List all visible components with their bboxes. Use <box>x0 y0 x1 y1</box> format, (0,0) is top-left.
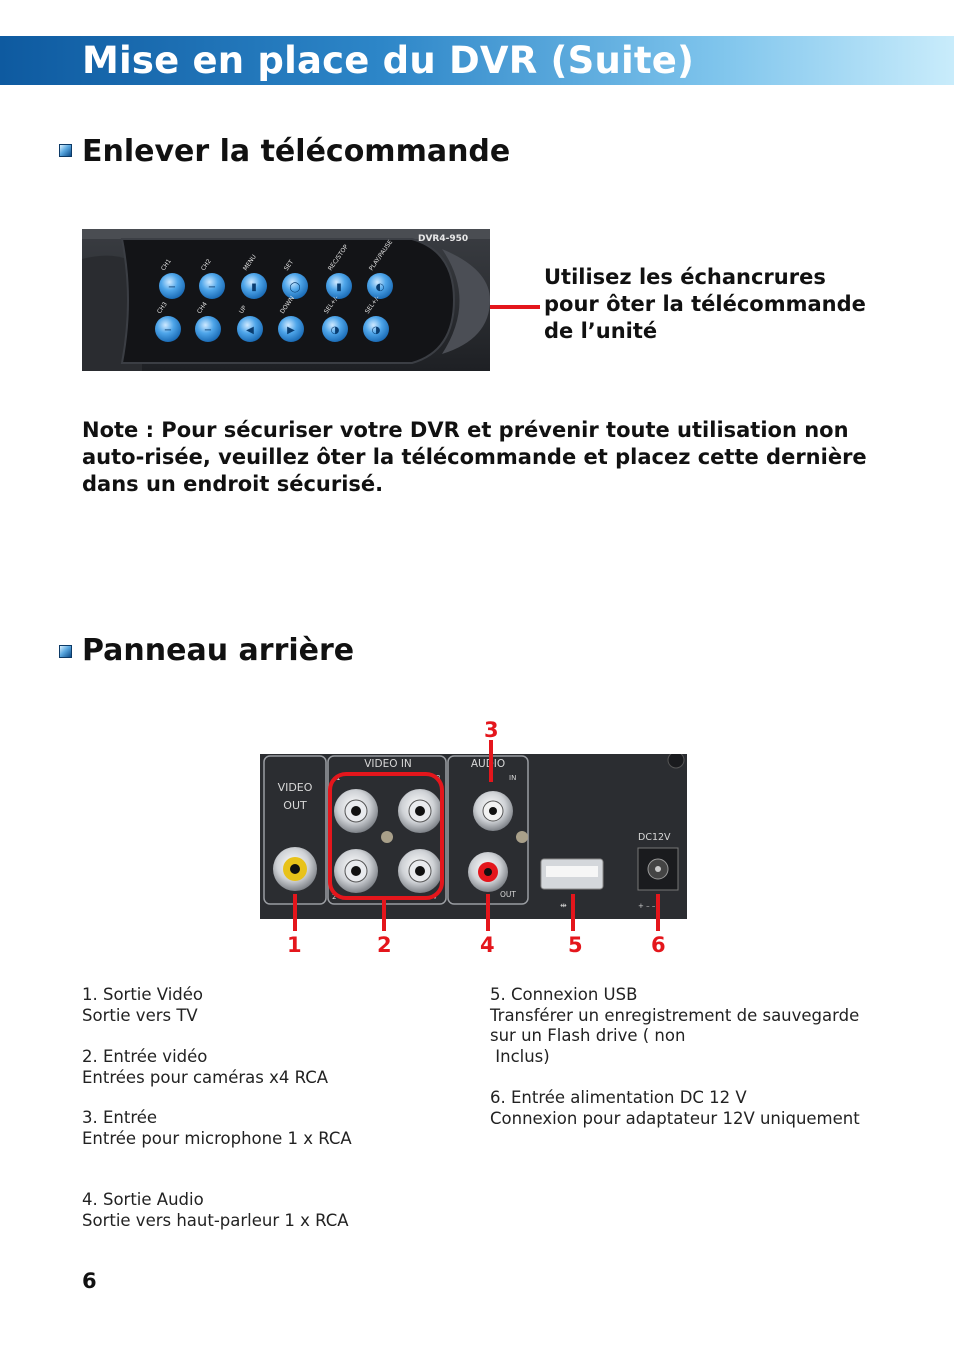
remote-button-label: PLAY/PAUSE <box>367 238 395 273</box>
remote-button-label: CH3 <box>155 300 169 316</box>
label-audio-out: OUT <box>500 890 516 899</box>
section-title-remote: Enlever la télécommande <box>82 134 511 169</box>
remote-control-photo <box>82 229 490 371</box>
marker-1: 1 <box>287 933 302 957</box>
security-note: Note : Pour sécuriser votre DVR et prévenir toute utilisation non auto-risée, veuillez ôter la télécommande et placez cette dernière dans un endroit sécurisé. <box>82 418 867 496</box>
label-ch4: 4 <box>432 893 437 901</box>
label-ch1: 1 <box>336 774 341 782</box>
marker-6-line <box>656 919 660 931</box>
list-item <box>82 1108 352 1149</box>
marker-3-line <box>489 740 493 754</box>
marker-2: 2 <box>377 933 392 957</box>
remote-model-label: DVR4-950 <box>418 234 469 244</box>
remote-button-label: MENU <box>241 253 258 273</box>
item-title: 1. Sortie Vidéo <box>82 985 204 1004</box>
remote-button-label: CH4 <box>195 300 209 316</box>
svg-text:−: − <box>167 282 177 293</box>
section-bullet-icon <box>59 645 72 658</box>
section-bullet-icon <box>59 144 72 157</box>
item-title: 5. Connexion USB <box>490 985 638 1004</box>
marker-6: 6 <box>651 933 666 957</box>
page-number: 6 <box>82 1269 97 1293</box>
remote-button-label: SEL+/- <box>322 294 341 316</box>
page-title: Mise en place du DVR (Suite) <box>82 39 695 82</box>
svg-text:◑: ◑ <box>330 325 340 336</box>
marker-5-line <box>571 919 575 931</box>
svg-text:−: − <box>163 325 173 336</box>
usb-icon: ⇹ <box>560 901 567 910</box>
marker-1-line <box>293 919 297 931</box>
item-desc: Entrée pour microphone 1 x RCA <box>82 1128 352 1148</box>
list-item <box>82 1190 349 1231</box>
svg-text:◀: ◀ <box>246 325 254 336</box>
marker-4-line <box>486 919 490 931</box>
label-audio-in: IN <box>509 774 517 782</box>
marker-3: 3 <box>484 718 499 742</box>
svg-text:◑: ◑ <box>371 325 381 336</box>
remote-button-label: SEL+/- <box>363 294 382 316</box>
svg-text:▶: ▶ <box>287 325 295 336</box>
list-item <box>82 985 203 1026</box>
item-desc-cont: Inclus) <box>490 1046 550 1066</box>
label-video: VIDEO <box>277 781 313 794</box>
item-desc: Transférer un enregistrement de sauvegarde sur un Flash drive ( non <box>490 1005 860 1045</box>
label-video-in: VIDEO IN <box>364 758 412 770</box>
remote-button-label: CH1 <box>159 257 173 273</box>
label-dc12v: DC12V <box>638 832 671 843</box>
svg-text:◯: ◯ <box>289 282 301 293</box>
marker-2-line <box>382 919 386 931</box>
list-item <box>82 1047 328 1088</box>
item-title: 3. Entrée <box>82 1108 158 1127</box>
remote-button-label: REC/STOP <box>326 243 350 273</box>
item-desc: Sortie vers haut-parleur 1 x RCA <box>82 1210 349 1230</box>
remote-button-label: CH2 <box>199 257 213 273</box>
item-desc: Sortie vers TV <box>82 1005 198 1025</box>
marker-5: 5 <box>568 933 583 957</box>
item-title: 6. Entrée alimentation DC 12 V <box>490 1088 747 1107</box>
svg-text:▮: ▮ <box>251 282 257 293</box>
remote-button-label: UP <box>237 304 249 316</box>
section-title-rear-panel: Panneau arrière <box>82 633 355 668</box>
list-item <box>490 1088 870 1129</box>
list-item <box>490 985 870 1067</box>
remote-button-label: DOWN <box>278 294 296 316</box>
remote-callout-text: Utilisez les échancrures pour ôter la télécommande de l’unité <box>544 265 866 343</box>
marker-4: 4 <box>480 933 495 957</box>
callout-pointer-line <box>490 305 540 309</box>
label-out: OUT <box>283 799 307 812</box>
item-title: 4. Sortie Audio <box>82 1190 204 1209</box>
svg-text:◐: ◐ <box>375 282 385 293</box>
label-ch2: 2 <box>332 893 337 901</box>
remote-button-label: SET <box>282 258 296 273</box>
item-title: 2. Entrée vidéo <box>82 1047 208 1066</box>
svg-text:−: − <box>203 325 213 336</box>
item-desc: Entrées pour caméras x4 RCA <box>82 1067 329 1087</box>
item-desc: Connexion pour adaptateur 12V uniquement <box>490 1108 860 1128</box>
label-polarity: + – – <box>638 902 656 910</box>
rear-panel-photo <box>260 754 687 919</box>
svg-text:▮: ▮ <box>336 282 342 293</box>
svg-text:−: − <box>207 282 217 293</box>
title-banner <box>0 36 954 85</box>
label-ch3: 3 <box>436 774 441 782</box>
label-audio: AUDIO <box>470 758 506 770</box>
